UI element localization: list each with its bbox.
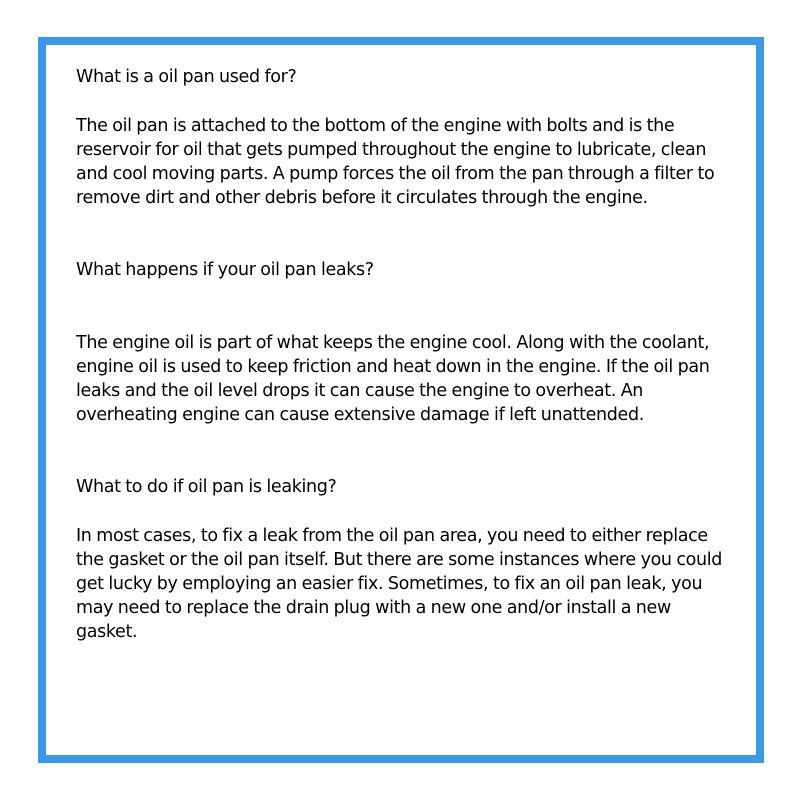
section-heading-fix-leak: What to do if oil pan is leaking? bbox=[76, 477, 337, 497]
article-body bbox=[76, 65, 736, 644]
section-heading-oil-pan-use: What is a oil pan used for? bbox=[76, 67, 297, 87]
section-paragraph-fix-leak: In most cases, to fix a leak from the oil pan area, you need to either replace the gasket or the oil pan itself. But there are some instances where you could get lucky by employing an easier fix. Sometimes, to fix an oil pan leak, you may need to replace the drain plug with a new one and/or install a new gasket. bbox=[76, 526, 723, 642]
section-paragraph-oil-pan-use: The oil pan is attached to the bottom of the engine with bolts and is the reservoir for oil that gets pumped throughout the engine to lubricate, clean and cool moving parts. A pump forces the oil from the pan through a filter to remove dirt and other debris before it circulates through the engine. bbox=[76, 116, 715, 208]
content-frame bbox=[38, 37, 764, 763]
section-paragraph-oil-pan-leaks: The engine oil is part of what keeps the engine cool. Along with the coolant, engine oil is used to keep friction and heat down in the engine. If the oil pan leaks and the oil level drops it can cause the engine to overheat. An overheating engine can cause extensive damage if left unattended. bbox=[76, 333, 710, 425]
section-heading-oil-pan-leaks: What happens if your oil pan leaks? bbox=[76, 260, 374, 280]
